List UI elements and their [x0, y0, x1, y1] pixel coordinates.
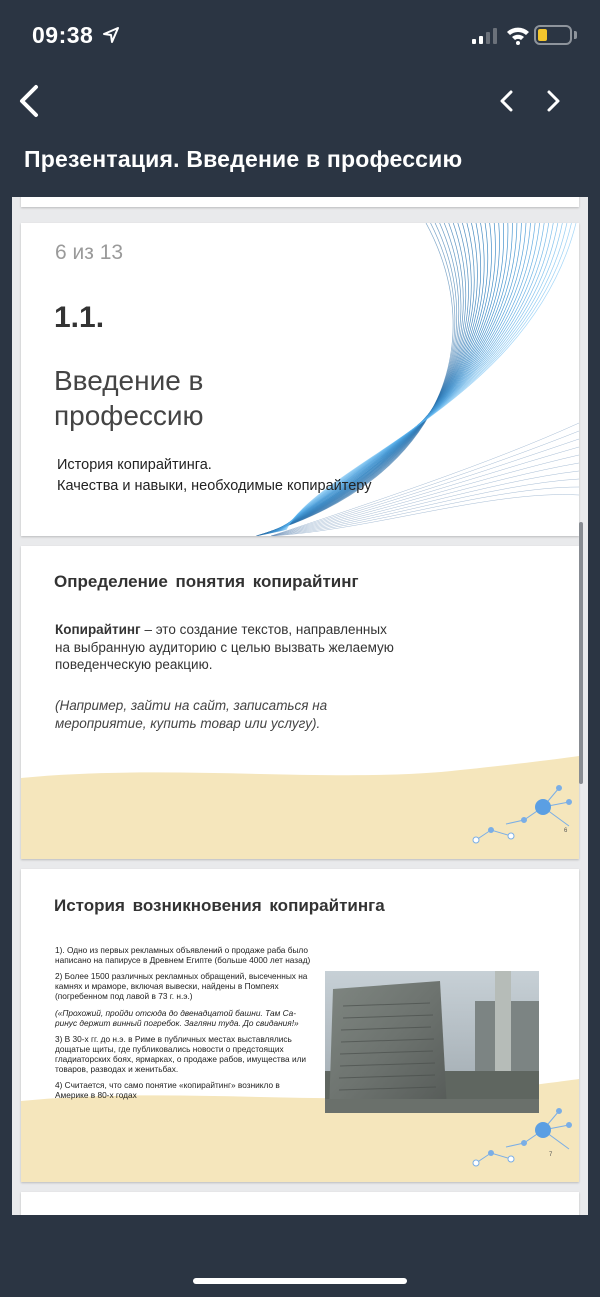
definition-body: – это создание текстов, направленных на выбранную аудиторию с целью вызвать желаемую поведенческую реакцию.: [55, 622, 394, 673]
next-slide-fragment: [21, 1192, 579, 1215]
page-counter: 6 из 13: [55, 241, 124, 264]
slide-page-number: 6: [564, 828, 568, 834]
cellular-signal-icon: [472, 28, 498, 44]
history-item-quote: («Прохожий, пройди отсюда до двенадцатой башни. Там Са-ринус держит винный погребок. Загляни туда. До свидания!»: [55, 1007, 299, 1028]
slide-heading: История возникновения копирайтинга: [54, 896, 385, 915]
status-bar: [0, 0, 600, 72]
ancient-inscription-photo: [325, 971, 539, 1113]
previous-slide-fragment: [21, 197, 579, 207]
vertical-scrollbar[interactable]: [579, 522, 583, 784]
slide-definition: [21, 546, 579, 859]
example-text: (Например, зайти на сайт, записаться на мероприятие, купить товар или услугу).: [55, 698, 328, 732]
history-item: 3) В 30-х гг. до н.э. в Риме в публичных местах выставлялись дощатые щиты, где публиковались новости о предстоящих гладиаторских боях, ярмарках, о продаже рабов, имущества или товаров, разводах и женитьбах.: [55, 1033, 307, 1075]
next-page-chevron-icon[interactable]: [542, 88, 564, 114]
previous-page-chevron-icon[interactable]: [496, 88, 518, 114]
slide-heading: Введение в профессию: [54, 365, 204, 431]
document-title: Презентация. Введение в профессию: [24, 146, 463, 172]
slide-heading: Определение понятия копирайтинг: [54, 572, 359, 591]
slide-history: [21, 869, 579, 1182]
document-viewer[interactable]: [12, 197, 588, 1215]
history-item: 4) Считается, что само понятие «копирайтинг» возникло в Америке в 80-х годах: [55, 1080, 280, 1101]
section-number: 1.1.: [54, 301, 105, 334]
status-time: 09:38: [32, 22, 94, 48]
battery-icon: [534, 25, 572, 45]
slide-page-number: 7: [549, 1152, 553, 1158]
definition-term: Копирайтинг: [55, 622, 141, 637]
subtitle-line: История копирайтинга.: [57, 457, 212, 473]
history-item: 2) Более 1500 различных рекламных обращений, высеченных на камнях и мраморе, включая вывески, найдены в Помпеях (погребенном под лавой в 73 г. н.э.): [55, 971, 308, 1002]
back-chevron-icon[interactable]: [14, 84, 46, 118]
slide-subtitle: [57, 455, 371, 497]
definition-text: [55, 621, 395, 674]
slide-title: [21, 223, 579, 536]
history-item: 1). Одно из первых рекламных объявлений о продаже раба было написано на папирусе в Древнем Египте (больше 4000 лет назад): [55, 945, 311, 966]
home-indicator[interactable]: [193, 1278, 407, 1284]
subtitle-line: Качества и навыки, необходимые копирайтеру: [57, 478, 372, 495]
location-arrow-icon: [103, 27, 119, 43]
history-items-list: [55, 945, 313, 1106]
wifi-icon: [506, 25, 530, 45]
